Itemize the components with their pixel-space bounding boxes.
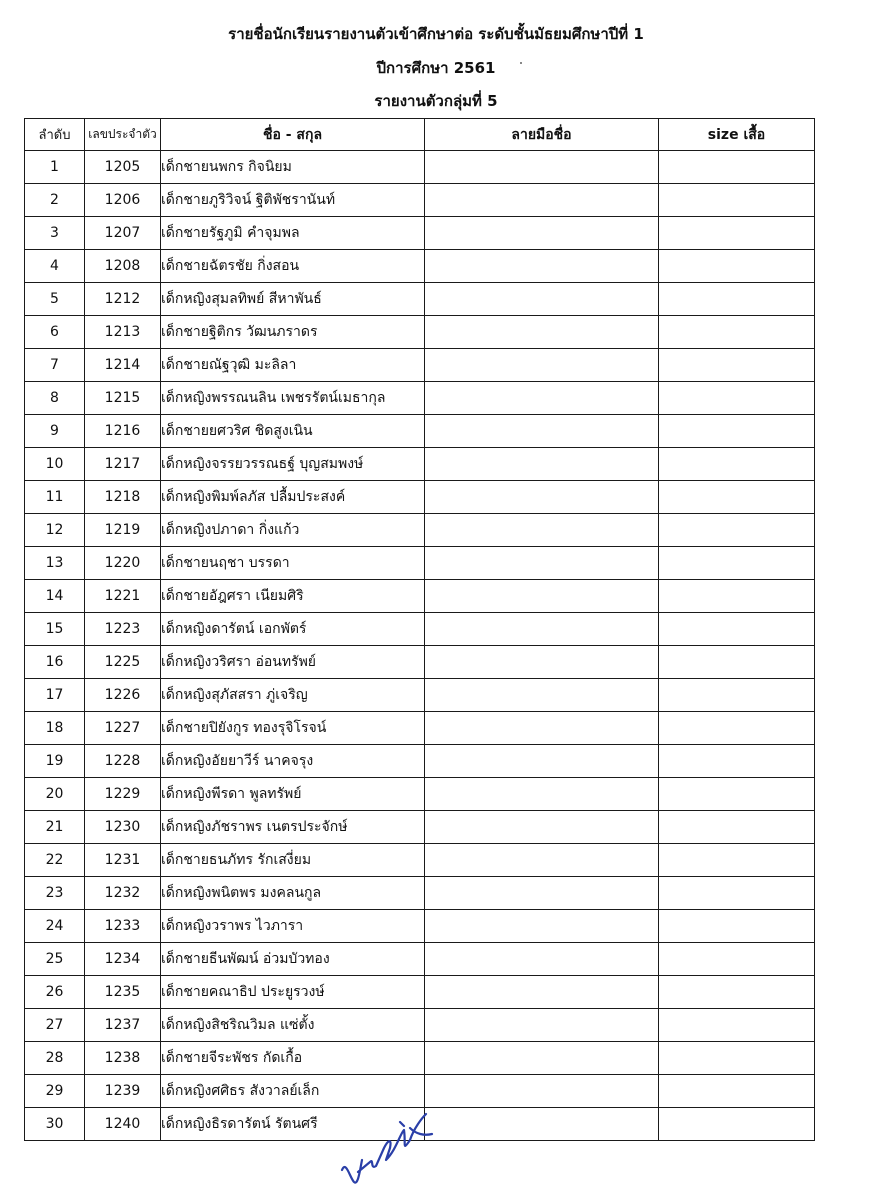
row-shirt-size-cell (659, 217, 815, 250)
table-row (25, 547, 815, 580)
row-order-number: 1 (25, 151, 85, 184)
row-student-name: เด็กชายจีระพัชร กัดเกื้อ (161, 1042, 425, 1075)
row-signature-cell (425, 415, 659, 448)
row-order-number: 19 (25, 745, 85, 778)
table-row (25, 712, 815, 745)
row-shirt-size-cell (659, 151, 815, 184)
row-student-name: เด็กหญิงพรรณนลิน เพชรรัตน์เมธากุล (161, 382, 425, 415)
table-row (25, 316, 815, 349)
row-signature-cell (425, 1009, 659, 1042)
table-row (25, 349, 815, 382)
table-row (25, 217, 815, 250)
row-student-id: 1212 (85, 283, 161, 316)
row-shirt-size-cell (659, 250, 815, 283)
row-order-number: 6 (25, 316, 85, 349)
row-shirt-size-cell (659, 778, 815, 811)
table-row (25, 943, 815, 976)
table-row (25, 910, 815, 943)
row-order-number: 5 (25, 283, 85, 316)
row-student-name: เด็กชายธนภัทร รักเสงี่ยม (161, 844, 425, 877)
row-signature-cell (425, 382, 659, 415)
row-signature-cell (425, 1108, 659, 1141)
scan-speck (520, 62, 522, 64)
handwritten-signature (340, 1100, 440, 1190)
row-shirt-size-cell (659, 943, 815, 976)
document-title: รายชื่อนักเรียนรายงานตัวเข้าศึกษาต่อ ระดับชั้นมัธยมศึกษาปีที่ 1 (228, 25, 644, 43)
row-student-name: เด็กหญิงธิรดารัตน์ รัตนศรี (161, 1108, 425, 1141)
row-signature-cell (425, 976, 659, 1009)
column-header-student-id: เลขประจำตัว (85, 119, 161, 151)
row-shirt-size-cell (659, 1108, 815, 1141)
row-student-name: เด็กหญิงสิชริณวิมล แซ่ตั้ง (161, 1009, 425, 1042)
row-order-number: 17 (25, 679, 85, 712)
row-order-number: 22 (25, 844, 85, 877)
row-signature-cell (425, 844, 659, 877)
table-row (25, 1009, 815, 1042)
row-shirt-size-cell (659, 349, 815, 382)
row-student-id: 1230 (85, 811, 161, 844)
row-student-id: 1240 (85, 1108, 161, 1141)
row-student-name: เด็กชายปิยังกูร ทองรุจิโรจน์ (161, 712, 425, 745)
row-shirt-size-cell (659, 976, 815, 1009)
row-signature-cell (425, 712, 659, 745)
row-signature-cell (425, 184, 659, 217)
row-student-id: 1218 (85, 481, 161, 514)
row-student-name: เด็กชายธีนพัฒน์ อ่วมบัวทอง (161, 943, 425, 976)
row-student-name: เด็กหญิงพีรดา พูลทรัพย์ (161, 778, 425, 811)
group-heading: รายงานตัวกลุ่มที่ 5 (374, 92, 498, 110)
student-roster-table (24, 118, 815, 1141)
row-student-id: 1226 (85, 679, 161, 712)
row-student-id: 1213 (85, 316, 161, 349)
table-row (25, 646, 815, 679)
row-signature-cell (425, 943, 659, 976)
row-student-id: 1238 (85, 1042, 161, 1075)
column-header-shirt-size: size เสื้อ (659, 119, 815, 151)
row-order-number: 20 (25, 778, 85, 811)
row-order-number: 8 (25, 382, 85, 415)
table-body (25, 151, 815, 1141)
table-row (25, 481, 815, 514)
column-header-signature: ลายมือชื่อ (425, 119, 659, 151)
row-shirt-size-cell (659, 844, 815, 877)
row-student-id: 1239 (85, 1075, 161, 1108)
row-shirt-size-cell (659, 547, 815, 580)
row-student-name: เด็กชายรัฐภูมิ คำจุมพล (161, 217, 425, 250)
row-shirt-size-cell (659, 613, 815, 646)
row-signature-cell (425, 283, 659, 316)
row-shirt-size-cell (659, 679, 815, 712)
row-student-id: 1208 (85, 250, 161, 283)
row-shirt-size-cell (659, 1075, 815, 1108)
row-signature-cell (425, 151, 659, 184)
row-shirt-size-cell (659, 877, 815, 910)
table-row (25, 514, 815, 547)
row-shirt-size-cell (659, 910, 815, 943)
row-student-id: 1225 (85, 646, 161, 679)
row-shirt-size-cell (659, 1009, 815, 1042)
row-signature-cell (425, 811, 659, 844)
row-student-id: 1229 (85, 778, 161, 811)
row-student-id: 1232 (85, 877, 161, 910)
row-student-id: 1217 (85, 448, 161, 481)
row-shirt-size-cell (659, 448, 815, 481)
row-student-name: เด็กหญิงดารัตน์ เอกพัตร์ (161, 613, 425, 646)
row-shirt-size-cell (659, 382, 815, 415)
row-signature-cell (425, 250, 659, 283)
row-order-number: 18 (25, 712, 85, 745)
row-order-number: 9 (25, 415, 85, 448)
row-shirt-size-cell (659, 811, 815, 844)
row-student-name: เด็กชายณัฐวุฒิ มะลิลา (161, 349, 425, 382)
row-order-number: 11 (25, 481, 85, 514)
row-signature-cell (425, 580, 659, 613)
row-student-id: 1221 (85, 580, 161, 613)
row-shirt-size-cell (659, 514, 815, 547)
row-shirt-size-cell (659, 481, 815, 514)
row-signature-cell (425, 349, 659, 382)
row-order-number: 15 (25, 613, 85, 646)
row-student-name: เด็กหญิงสุภัสสรา ภู่เจริญ (161, 679, 425, 712)
row-student-id: 1220 (85, 547, 161, 580)
row-signature-cell (425, 646, 659, 679)
row-order-number: 14 (25, 580, 85, 613)
row-signature-cell (425, 1075, 659, 1108)
row-student-name: เด็กชายฉัตรชัย กิ่งสอน (161, 250, 425, 283)
row-signature-cell (425, 448, 659, 481)
table-row (25, 976, 815, 1009)
row-order-number: 29 (25, 1075, 85, 1108)
row-signature-cell (425, 514, 659, 547)
academic-year: ปีการศึกษา 2561 (376, 59, 496, 77)
table-row (25, 1042, 815, 1075)
row-signature-cell (425, 910, 659, 943)
column-header-order: ลำดับ (25, 119, 85, 151)
row-order-number: 7 (25, 349, 85, 382)
row-order-number: 23 (25, 877, 85, 910)
row-student-name: เด็กหญิงวราพร ไวภารา (161, 910, 425, 943)
row-student-id: 1237 (85, 1009, 161, 1042)
row-student-id: 1205 (85, 151, 161, 184)
table-row (25, 580, 815, 613)
table-row (25, 745, 815, 778)
row-student-name: เด็กชายคณาธิป ประยูรวงษ์ (161, 976, 425, 1009)
row-student-name: เด็กหญิงปภาดา กิ่งแก้ว (161, 514, 425, 547)
table-row (25, 250, 815, 283)
row-shirt-size-cell (659, 415, 815, 448)
table-row (25, 283, 815, 316)
row-student-name: เด็กหญิงศศิธร สังวาลย์เล็ก (161, 1075, 425, 1108)
row-student-name: เด็กหญิงวริศรา อ่อนทรัพย์ (161, 646, 425, 679)
row-student-id: 1234 (85, 943, 161, 976)
table-row (25, 448, 815, 481)
row-order-number: 16 (25, 646, 85, 679)
row-student-name: เด็กชายยศวริศ ชิดสูงเนิน (161, 415, 425, 448)
row-student-id: 1206 (85, 184, 161, 217)
row-signature-cell (425, 778, 659, 811)
row-signature-cell (425, 745, 659, 778)
row-student-name: เด็กหญิงภัชราพร เนตรประจักษ์ (161, 811, 425, 844)
row-student-id: 1207 (85, 217, 161, 250)
row-student-name: เด็กหญิงจรรยวรรณธฐ์ บุญสมพงษ์ (161, 448, 425, 481)
row-student-name: เด็กชายอัฎศรา เนียมศิริ (161, 580, 425, 613)
row-order-number: 13 (25, 547, 85, 580)
row-shirt-size-cell (659, 184, 815, 217)
row-shirt-size-cell (659, 712, 815, 745)
row-student-name: เด็กชายนฤชา บรรดา (161, 547, 425, 580)
table-row (25, 877, 815, 910)
table-row (25, 415, 815, 448)
row-signature-cell (425, 1042, 659, 1075)
table-row (25, 778, 815, 811)
table-row (25, 844, 815, 877)
row-order-number: 21 (25, 811, 85, 844)
row-student-id: 1235 (85, 976, 161, 1009)
row-student-id: 1231 (85, 844, 161, 877)
row-order-number: 30 (25, 1108, 85, 1141)
row-shirt-size-cell (659, 745, 815, 778)
row-signature-cell (425, 316, 659, 349)
table-row (25, 811, 815, 844)
column-header-name: ชื่อ - สกุล (161, 119, 425, 151)
row-order-number: 12 (25, 514, 85, 547)
row-order-number: 24 (25, 910, 85, 943)
row-student-name: เด็กชายภูริวิจน์ ฐิติพัชรานันท์ (161, 184, 425, 217)
row-student-id: 1233 (85, 910, 161, 943)
row-shirt-size-cell (659, 1042, 815, 1075)
row-order-number: 3 (25, 217, 85, 250)
row-student-name: เด็กหญิงพนิตพร มงคลนกูล (161, 877, 425, 910)
table-row (25, 382, 815, 415)
row-shirt-size-cell (659, 316, 815, 349)
row-order-number: 10 (25, 448, 85, 481)
table-header-row (25, 119, 815, 151)
row-student-id: 1223 (85, 613, 161, 646)
row-student-name: เด็กหญิงอัยยาวีร์ นาคจรุง (161, 745, 425, 778)
row-signature-cell (425, 547, 659, 580)
row-student-id: 1216 (85, 415, 161, 448)
row-student-id: 1214 (85, 349, 161, 382)
row-student-id: 1215 (85, 382, 161, 415)
row-shirt-size-cell (659, 646, 815, 679)
row-student-id: 1227 (85, 712, 161, 745)
row-signature-cell (425, 613, 659, 646)
row-signature-cell (425, 679, 659, 712)
row-order-number: 28 (25, 1042, 85, 1075)
row-signature-cell (425, 481, 659, 514)
row-student-name: เด็กหญิงพิมพ์ลภัส ปลื้มประสงค์ (161, 481, 425, 514)
row-signature-cell (425, 877, 659, 910)
row-order-number: 4 (25, 250, 85, 283)
row-student-id: 1219 (85, 514, 161, 547)
row-student-name: เด็กหญิงสุมลทิพย์ สีหาพันธ์ (161, 283, 425, 316)
table-row (25, 184, 815, 217)
row-shirt-size-cell (659, 580, 815, 613)
row-student-name: เด็กชายฐิติกร วัฒนภราดร (161, 316, 425, 349)
row-student-name: เด็กชายนพกร กิจนิยม (161, 151, 425, 184)
row-order-number: 2 (25, 184, 85, 217)
row-order-number: 27 (25, 1009, 85, 1042)
table-row (25, 151, 815, 184)
table-row (25, 613, 815, 646)
table-row (25, 679, 815, 712)
row-shirt-size-cell (659, 283, 815, 316)
row-order-number: 26 (25, 976, 85, 1009)
row-student-id: 1228 (85, 745, 161, 778)
row-signature-cell (425, 217, 659, 250)
row-order-number: 25 (25, 943, 85, 976)
